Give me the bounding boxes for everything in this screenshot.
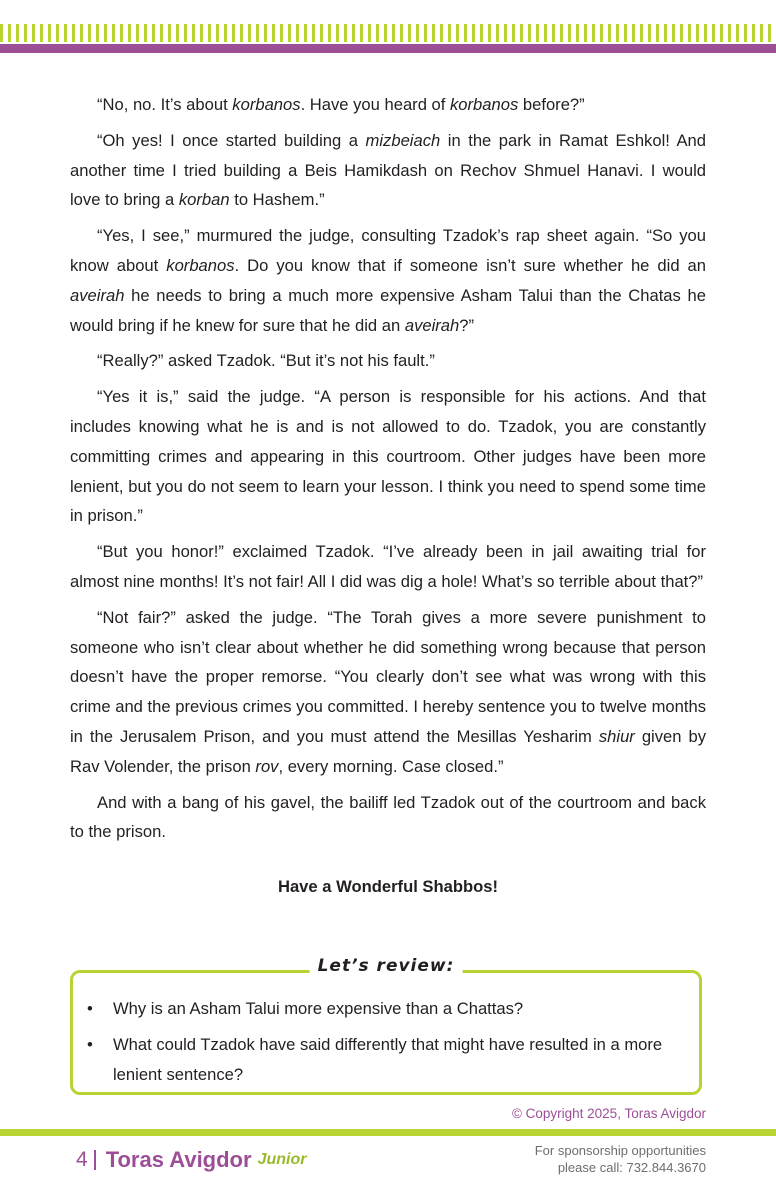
story-paragraphs bbox=[70, 90, 706, 847]
italic-term: aveirah bbox=[70, 285, 125, 305]
italic-term: aveirah bbox=[404, 315, 460, 335]
story-paragraph bbox=[70, 126, 706, 215]
story-paragraph bbox=[70, 346, 706, 376]
sponsorship-info bbox=[535, 1142, 706, 1176]
footer-bar bbox=[0, 1129, 776, 1136]
brand-sub: Junior bbox=[257, 1151, 307, 1168]
brand-name: Toras Avigdor bbox=[105, 1147, 252, 1172]
text-run: . Have you heard of bbox=[300, 95, 450, 114]
review-title: Let’s review: bbox=[310, 956, 463, 976]
text-run: given by Rav Volender, the prison bbox=[70, 726, 707, 776]
text-run: “Yes, I see,” murmured the judge, consulting Tzadok’s rap sheet again. “So you know about bbox=[70, 226, 706, 275]
italic-term: rov bbox=[255, 756, 279, 776]
text-run: “Really?” asked Tzadok. “But it’s not his fault.” bbox=[97, 351, 435, 371]
text-run: he needs to bring a much more expensive Asham Talui than the Chatas he would bring if he knew for sure that he did an bbox=[70, 285, 706, 335]
story-paragraph bbox=[70, 788, 706, 848]
italic-term: shiur bbox=[598, 726, 635, 746]
review-question: • What could Tzadok have said differently that might have resulted in a more lenient sentence? bbox=[113, 1030, 687, 1090]
italic-term: korban bbox=[178, 190, 230, 210]
text-run: . Do you know that if someone isn’t sure whether he did an bbox=[234, 255, 707, 275]
text-run: “No, no. It’s about bbox=[97, 95, 233, 114]
story-paragraph bbox=[70, 382, 706, 531]
text-run: “But you honor!” exclaimed Tzadok. “I’ve already been in jail awaiting trial for almost nine months! It’s not fair! All I did was dig a hole! What’s so terrible about that?” bbox=[70, 542, 706, 591]
story-text bbox=[70, 90, 706, 902]
review-question: • Why is an Asham Talui more expensive than a Chattas? bbox=[113, 994, 687, 1024]
page-number: 4 bbox=[76, 1148, 88, 1171]
copyright-notice: © Copyright 2025, Toras Avigdor bbox=[511, 1106, 706, 1121]
text-run: before?” bbox=[518, 95, 585, 114]
text-run: And with a bang of his gavel, the bailiff led Tzadok out of the courtroom and back to the prison. bbox=[70, 792, 706, 842]
italic-term: korbanos bbox=[166, 255, 235, 275]
review-list bbox=[73, 973, 699, 1090]
closing-line: Have a Wonderful Shabbos! bbox=[277, 877, 499, 897]
italic-term: korbanos bbox=[450, 95, 519, 114]
story-paragraph bbox=[70, 221, 706, 340]
text-run: “Oh yes! I once started building a bbox=[97, 130, 366, 150]
italic-term: korbanos bbox=[232, 95, 301, 114]
review-box bbox=[70, 956, 702, 1095]
text-run: to Hashem.” bbox=[229, 190, 325, 210]
story-paragraph bbox=[70, 90, 706, 120]
sponsorship-line: For sponsorship opportunities bbox=[534, 1143, 706, 1158]
header-bar bbox=[0, 44, 776, 53]
page-separator bbox=[94, 1150, 96, 1170]
text-run: “Yes it is,” said the judge. “A person is responsible for his actions. And that includes knowing what he is and is not allowed to do. Tzadok, you are constantly committing crimes and appearing in this courtroom. Other judges have been more lenient, but you do not seem to learn your lesson. I think you need to spend some time in prison.” bbox=[70, 387, 706, 526]
story-paragraph bbox=[70, 603, 706, 782]
footer-brand bbox=[76, 1146, 306, 1174]
italic-term: mizbeiach bbox=[365, 130, 441, 150]
text-run: , every morning. Case closed.” bbox=[278, 756, 504, 776]
text-run: in the park in Ramat Eshkol! And another time I tried building a Beis Hamikdash on Rechov Shmuel Hanavi. I would love to bring a bbox=[70, 130, 706, 210]
sponsorship-phone: please call: 732.844.3670 bbox=[557, 1160, 706, 1175]
text-run: ?” bbox=[459, 315, 475, 335]
story-paragraph bbox=[70, 537, 706, 597]
text-run: “Not fair?” asked the judge. “The Torah gives a more severe punishment to someone who isn’t clear about whether he did something wrong because that person doesn’t have the proper remorse. “You clearly don’t see what was wrong with this crime and the previous crimes you committed. I hereby sentence you to twelve months in the Jerusalem Prison, and you must attend the Mesillas Yesharim bbox=[70, 607, 706, 746]
header-tick-stripe bbox=[0, 24, 776, 42]
